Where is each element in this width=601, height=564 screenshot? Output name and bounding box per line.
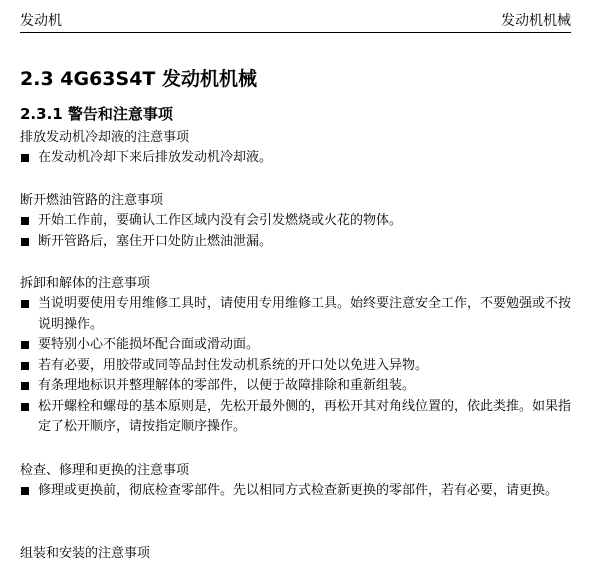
fuel-line-precautions [20, 191, 575, 252]
bullet-square-icon [21, 341, 29, 349]
list-item-text: 修理或更换前，彻底检查零部件。先以相同方式检查新更换的零部件，若有必要，请更换。 [38, 483, 559, 498]
list-item [20, 148, 575, 169]
list-item-text: 断开管路后，塞住开口处防止燃油泄漏。 [38, 233, 273, 249]
list-item [20, 232, 575, 253]
assembly-installation-precautions [20, 544, 575, 564]
subsection-title: 2.3.1 警告和注意事项 [20, 105, 173, 123]
list-item [20, 397, 575, 438]
coolant-drain-precautions [20, 128, 575, 169]
list-item [20, 211, 575, 232]
header-section: 发动机机械 [501, 13, 571, 29]
bullet-square-icon [21, 487, 29, 495]
header-chapter: 发动机 [20, 13, 62, 29]
group-heading: 检查、修理和更换的注意事项 [20, 463, 190, 478]
group-heading: 排放发动机冷却液的注意事项 [20, 130, 190, 145]
list-item [20, 294, 575, 335]
list-item-text: 松开螺栓和螺母的基本原则是，先松开最外侧的，再松开其对角线位置的，依此类推。如果指定了松开顺序，请按指定顺序操作。 [38, 398, 572, 434]
bullet-square-icon [21, 154, 29, 162]
list-item-text: 开始工作前，要确认工作区域内没有会引发燃烧或火花的物体。 [38, 213, 403, 228]
inspection-repair-precautions [20, 461, 575, 502]
section-title: 2.3 4G63S4T 发动机机械 [20, 68, 258, 90]
list-item-text: 要特别小心不能损坏配合面或滑动面。 [38, 337, 260, 352]
bullet-square-icon [21, 238, 29, 246]
page-header [20, 10, 571, 33]
bullet-square-icon [21, 217, 29, 225]
bullet-square-icon [21, 403, 29, 411]
list-item-text: 有条理地标识并整理解体的零部件，以便于故障排除和重新组装。 [38, 378, 416, 393]
group-heading: 组装和安装的注意事项 [20, 546, 151, 561]
bullet-square-icon [21, 382, 29, 390]
list-item-text: 在发动机冷却下来后排放发动机冷却液。 [38, 150, 273, 165]
group-heading: 断开燃油管路的注意事项 [20, 193, 164, 208]
list-item-text: 当说明要使用专用维修工具时，请使用专用维修工具。始终要注意安全工作，不要勉强或不按说明操作。 [38, 296, 572, 332]
list-item [20, 376, 575, 397]
list-item-text: 若有必要，用胶带或同等品封住发动机系统的开口处以免进入异物。 [38, 357, 429, 373]
disassembly-precautions [20, 274, 575, 438]
bullet-square-icon [21, 300, 29, 308]
list-item [20, 335, 575, 356]
list-item [20, 356, 575, 377]
group-heading: 拆卸和解体的注意事项 [20, 276, 151, 291]
list-item [20, 481, 575, 502]
bullet-square-icon [21, 362, 29, 370]
